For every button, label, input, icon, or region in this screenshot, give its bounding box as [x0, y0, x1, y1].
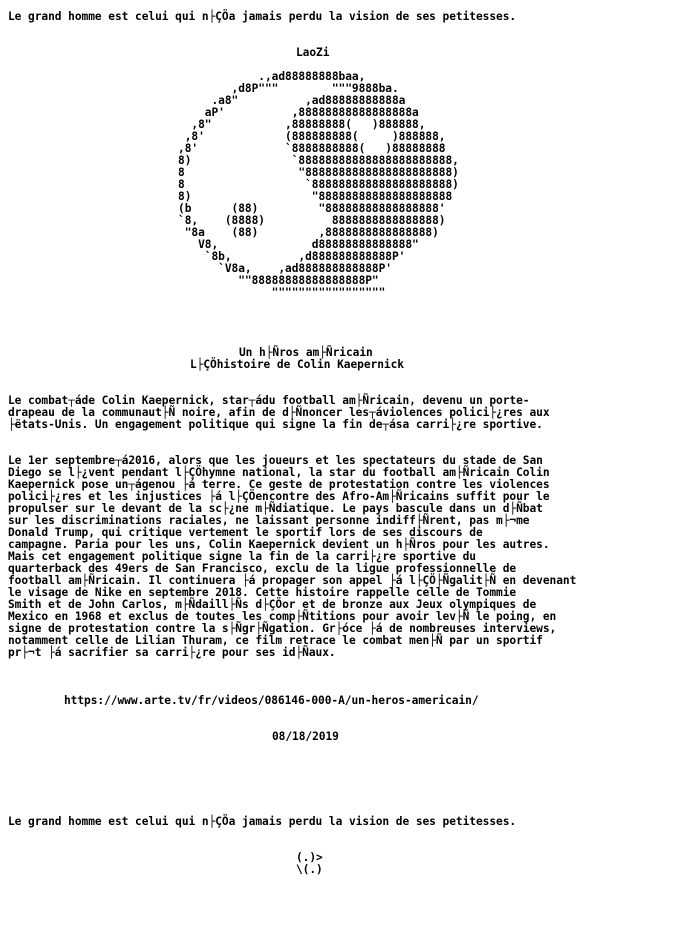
- intro-paragraph: Le combat┬áde Colin Kaepernick, star┬ádu football am├Ñricain, devenu un porte- drapeau de la communaut├Ñ noire, afin de d├Ñnoncer les┬áviolences polici├¿res aux ├ëtats-Unis. Un engagement politique qui signe la fin de┬ása carri├¿re sportive.: [8, 394, 550, 431]
- quote-bottom: Le grand homme est celui qui n├ÇÖa jamais perdu la vision de ses petitesses.: [8, 815, 517, 828]
- yin-yang-ascii-art: .,ad88888888baa, ,d8P""" """9888ba. .a8" ,ad88888888888a aP' ,88888888888888888a ,8" ,88888888( )888888, ,8' (888888888( )888888, ,8' `8888888888( )88888888 8) `88888888888888888888888, 8 "8888888888888888888888) 8 `888888888888888888888) 8) "88888888888888888888 (b (88) "88888888888888888' `8, (8888) 8888888888888888) "8a (88) ,8888888888888888) V8, d88888888888888" `8b, ,d888888888888P' `V8a, ,ad888888888888P' ""88888888888888888P" """"""""""""""""": [178, 70, 459, 299]
- source-url: https://www.arte.tv/fr/videos/086146-000-A/un-heros-americain/: [64, 694, 479, 707]
- document-title: Un h├Ñros am├Ñricain: [239, 346, 373, 359]
- quote-author: LaoZi: [296, 46, 330, 59]
- quote-top: Le grand homme est celui qui n├ÇÖa jamais perdu la vision de ses petitesses.: [8, 10, 517, 23]
- body-paragraph: Le 1er septembre┬á2016, alors que les joueurs et les spectateurs du stade de San Diego se l├¿vent pendant l├ÇÖhymne national, la star du football am├Ñricain Colin Kaepernick pose un┬ágenou ├á terre. Ce geste de protestation contre les violences polici├¿res et les injustices ├á l├ÇÖencontre des Afro-Am├Ñricains suffit pour le propulser sur le devant de la sc├¿ne m├Ñdiatique. Le pays bascule dans un d├Ñbat sur les discriminations raciales, ne laissant personne indiff├Ñrent, pas m├¬me Donald Trump, qui critique vertement le sportif lors de ses discours de campagne. Paria pour les uns, Colin Kaepernick devient un h├Ñros pour les autres. Mais cet engagement politique signe la fin de la carri├¿re sportive du quarterback des 49ers de San Francisco, exclu de la ligue professionnelle de football am├Ñricain. Il continuera ├á propager son appel ├á l├ÇÖ├Ñgalit├Ñ en devenant le visage de Nike en septembre 2018. Cette histoire rappelle celle de Tommie Smith et de John Carlos, m├Ñdaill├Ñs d├ÇÖor et de bronze aux Jeux olympiques de Mexico en 1968 et exclus de toutes les comp├Ñtitions pour avoir lev├Ñ le poing, en signe de protestation contre la s├Ñgr├Ñgation. Gr├óce ├á de nombreuses interviews, notamment celle de Lilian Thuram, ce film retrace le combat men├Ñ par un sportif pr├¬t ├á sacrifier sa carri├¿re pour ses id├Ñaux.: [8, 454, 577, 659]
- document-subtitle: L├ÇÖhistoire de Colin Kaepernick: [190, 358, 404, 371]
- signature-ascii-art: (.)> \(.): [296, 851, 323, 876]
- publication-date: 08/18/2019: [272, 730, 339, 743]
